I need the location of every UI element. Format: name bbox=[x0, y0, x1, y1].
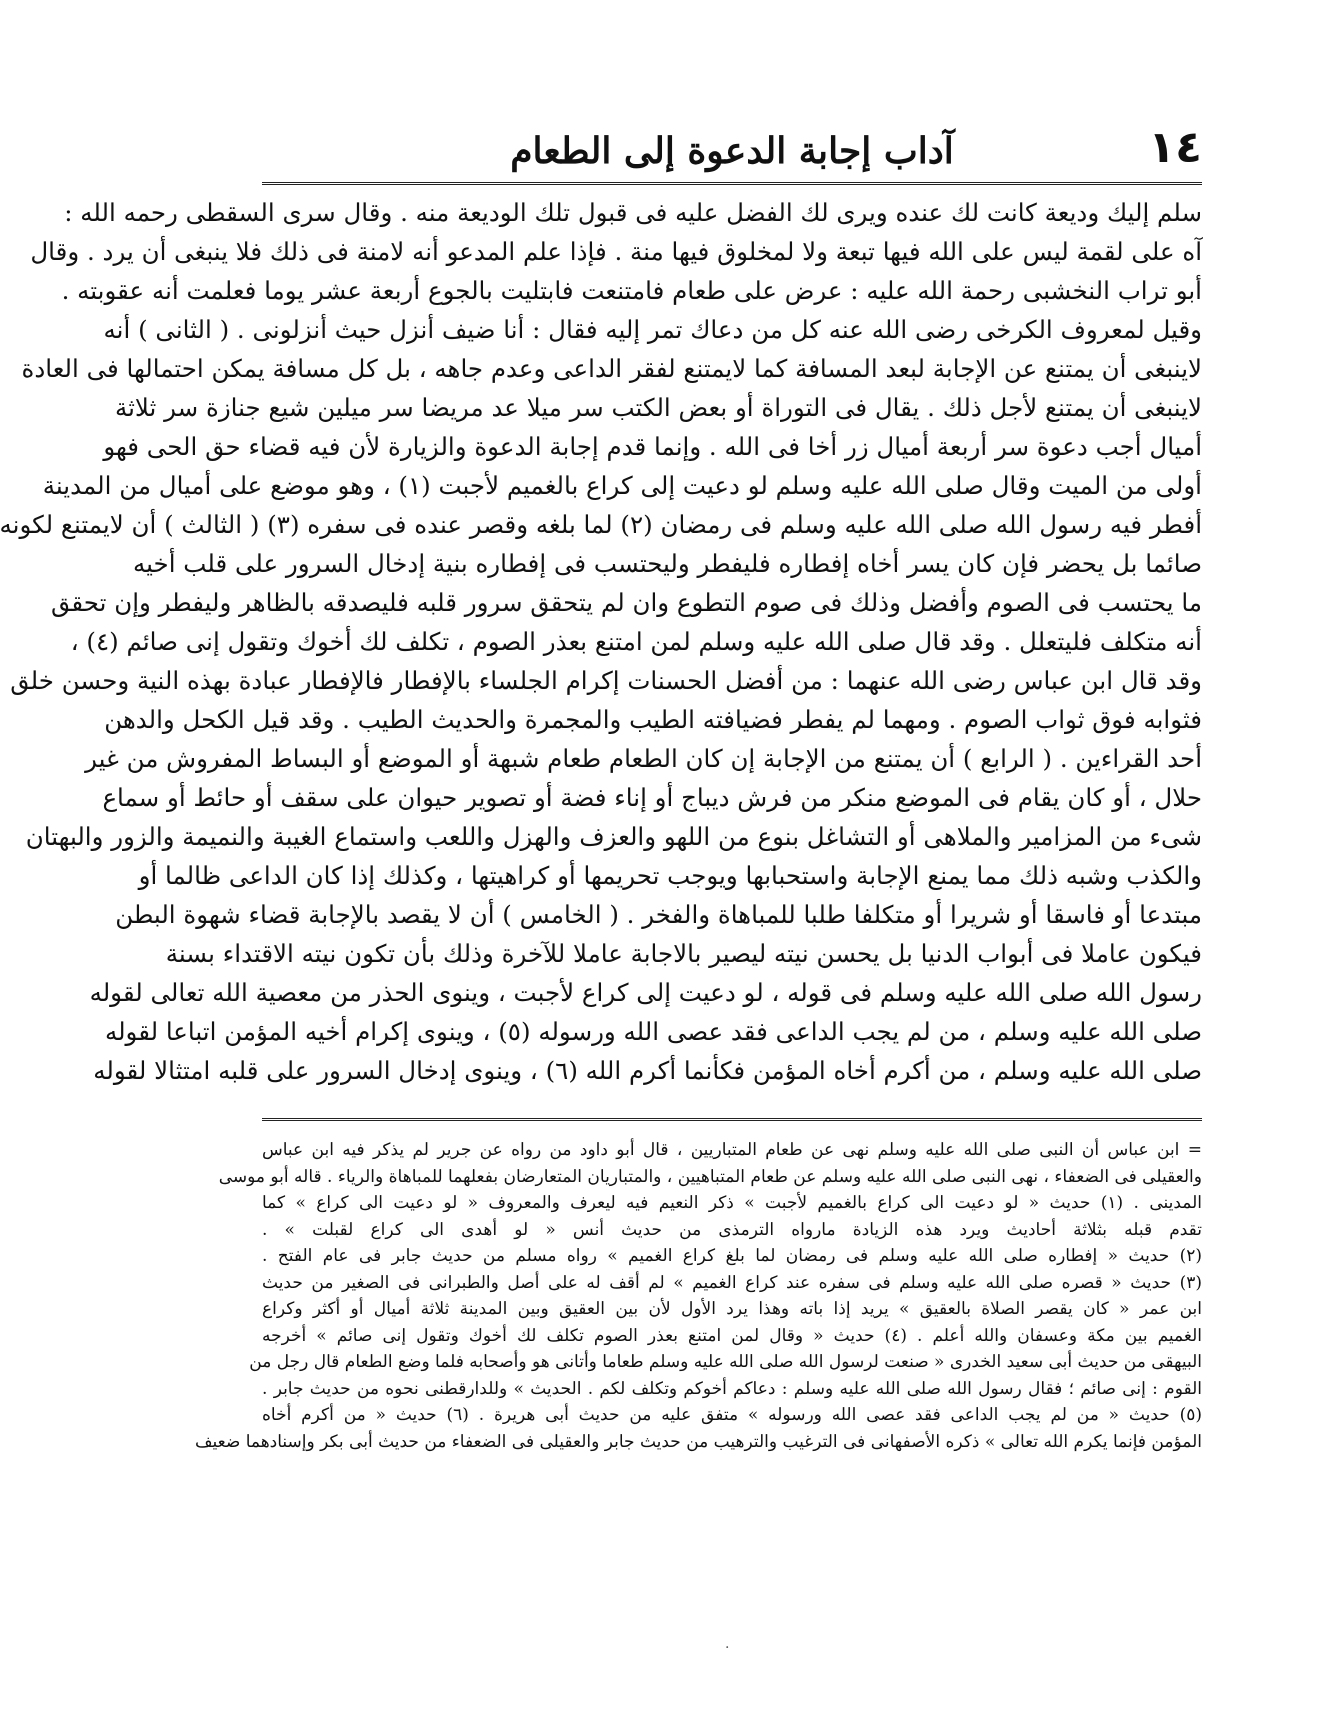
body-line: شىء من المزامير والملاهى أو التشاغل بنوع من اللهو والعزف والهزل واللعب واستماع الغيبة والنميمة والزور والبهتان bbox=[25, 822, 1202, 851]
body-line: صائما بل يحضر فإن كان يسر أخاه إفطاره فليفطر وليحتسب فى إفطاره بنية إدخال السرور على قلب أخيه bbox=[133, 549, 1202, 578]
page-number: ١٤ bbox=[1148, 122, 1202, 173]
body-line: أميال أجب دعوة سر أربعة أميال زر أخا فى الله . وإنما قدم إجابة الدعوة والزيارة لأن فيه قضاء حق الحى فهو bbox=[103, 432, 1202, 461]
body-line: آه على لقمة ليس على الله فيها تبعة ولا لمخلوق فيها منة . فإذا علم المدعو أنه لامنة فى ذلك فلا ينبغى أن يرد . وقال bbox=[30, 237, 1202, 266]
footnote-line: البيهقى من حديث أبى سعيد الخدرى « صنعت لرسول الله صلى الله عليه وسلم طعاما وأتانى هو وأصحابه فلما وضع الطعام قال رجل من bbox=[249, 1352, 1202, 1372]
body-line: صلى الله عليه وسلم ، من لم يجب الداعى فقد عصى الله ورسوله (٥) ، وينوى إكرام أخيه المؤمن اتباعا لقوله bbox=[104, 1017, 1202, 1046]
body-line: مبتدعا أو فاسقا أو شريرا أو متكلفا طلبا للمباهاة والفخر . ( الخامس ) أن لا يقصد بالإجابة قضاء شهوة البطن bbox=[115, 900, 1202, 929]
footnote-separator bbox=[262, 1118, 1202, 1125]
body-line: فثوابه فوق ثواب الصوم . ومهما لم يفطر فضيافته الطيب والمجمرة والحديث الطيب . وقد قيل الكحل والدهن bbox=[104, 705, 1202, 734]
body-line: صلى الله عليه وسلم ، من أكرم أخاه المؤمن فكأنما أكرم الله (٦) ، وينوى إدخال السرور على قلبه امتثالا لقوله bbox=[93, 1056, 1202, 1085]
footnote-line: والعقيلى فى الضعفاء ، نهى النبى صلى الله عليه وسلم عن طعام المتباهيين ، والمتباريان المتعارضان بفعلهما للمباهاة والرياء . قاله أبو موسى bbox=[218, 1166, 1202, 1187]
running-title: آداب إجابة الدعوة إلى الطعام bbox=[510, 130, 954, 172]
main-text bbox=[0, 193, 1202, 1090]
body-line: والكذب وشبه ذلك مما يمنع الإجابة واستحبابها ويوجب تحريمها أو كراهيتها ، وكذلك إذا كان الداعى ظالما أو bbox=[138, 861, 1202, 890]
footnote-line: الغميم بين مكة وعسفان والله أعلم . (٤) حديث « وقال لمن امتنع بعذر الصوم تكلف لك أخوك وتقول إنى صائم » أخرجه bbox=[262, 1325, 1202, 1346]
body-line: وقيل لمعروف الكرخى رضى الله عنه كل من دعاك تمر إليه فقال : أنا ضيف أنزل حيث أنزلونى . ( الثانى ) أنه bbox=[103, 315, 1202, 344]
footnote-line: تقدم قبله بثلاثة أحاديث ويرد هذه الزيادة مارواه الترمذى من حديث أنس « لو أهدى الى كراع لقبلت » . bbox=[262, 1219, 1202, 1240]
body-line: لاينبغى أن يمتنع عن الإجابة لبعد المسافة كما لايمتنع لفقر الداعى وعدم جاهه ، بل كل مسافة يمكن احتمالها فى العادة bbox=[21, 354, 1202, 383]
body-line: أحد القراءين . ( الرابع ) أن يمتنع من الإجابة إن كان الطعام طعام شبهة أو الموضع أو البساط المفروش من غير bbox=[85, 744, 1202, 773]
bottom-mark: · bbox=[725, 1640, 730, 1656]
footnote-line: ابن عمر « كان يقصر الصلاة بالعقيق » يريد إذا باته وهذا يرد الأول لأن بين العقيق وبين المدينة ثلاثة أميال أو أكثر وكراع bbox=[262, 1299, 1202, 1319]
footnote-line: القوم : إنى صائم ؛ فقال رسول الله صلى الله عليه وسلم : دعاكم أخوكم وتكلف لكم . الحديث » وللدارقطنى نحوه من حديث جابر . bbox=[262, 1378, 1202, 1399]
body-line: أولى من الميت وقال صلى الله عليه وسلم لو دعيت إلى كراع بالغميم لأجبت (١) ، وهو موضع على أميال من المدينة bbox=[42, 471, 1202, 500]
body-line: وقد قال ابن عباس رضى الله عنهما : من أفضل الحسنات إكرام الجلساء بالإفطار فالإفطار عبادة بهذه النية وحسن خلق bbox=[10, 666, 1202, 695]
body-line: لاينبغى أن يمتنع لأجل ذلك . يقال فى التوراة أو بعض الكتب سر ميلا عد مريضا سر ميلين شيع جنازة سر ثلاثة bbox=[114, 393, 1202, 422]
footnote-line: المؤمن فإنما يكرم الله تعالى » ذكره الأصفهانى فى الترغيب والترهيب من حديث جابر والعقيلى فى الضعفاء من حديث أبى بكر وإسنادهما ضعيف bbox=[194, 1431, 1202, 1452]
body-line: سلم إليك وديعة كانت لك عنده ويرى لك الفضل عليه فى قبول تلك الوديعة منه . وقال سرى السقطى رحمه الله : bbox=[64, 198, 1202, 227]
body-line: أفطر فيه رسول الله صلى الله عليه وسلم فى رمضان (٢) لما بلغه وقصر عنده فى سفره (٣) ( الثالث ) أن لايمتنع لكونه bbox=[0, 510, 1202, 539]
body-line: أبو تراب النخشبى رحمة الله عليه : عرض على طعام فامتنعت فابتليت بالجوع أربعة عشر يوما فعلمت أنه عقوبته . bbox=[61, 276, 1202, 305]
body-line: أنه متكلف فليتعلل . وقد قال صلى الله عليه وسلم لمن امتنع بعذر الصوم ، تكلف لك أخوك وتقول إنى صائم (٤) ، bbox=[70, 627, 1202, 656]
body-line: ما يحتسب فى الصوم وأفضل وذلك فى صوم التطوع وان لم يتحقق سرور قلبه فليصدقه بالظاهر وليفطر وإن تحقق bbox=[50, 588, 1202, 617]
footnote-line: (٥) حديث « من لم يجب الداعى فقد عصى الله ورسوله » متفق عليه من حديث أبى هريرة . (٦) حديث « من أكرم أخاه bbox=[262, 1405, 1202, 1425]
body-line: حلال ، أو كان يقام فى الموضع منكر من فرش ديباج أو إناء فضة أو تصوير حيوان على سقف أو حائط أو سماع bbox=[102, 783, 1202, 812]
footnote-line: (٣) حديث « قصره صلى الله عليه وسلم فى سفره عند كراع الغميم » لم أقف له على أصل والطبرانى فى الصغير من حديث bbox=[262, 1272, 1202, 1293]
body-line: رسول الله صلى الله عليه وسلم فى قوله ، لو دعيت إلى كراع لأجبت ، وينوى الحذر من معصية الله تعالى لقوله bbox=[89, 978, 1202, 1007]
footnote-line: = ابن عباس أن النبى صلى الله عليه وسلم نهى عن طعام المتباريين ، قال أبو داود من رواه عن جرير لم يذكر فيه ابن عباس bbox=[262, 1140, 1202, 1160]
body-line: فيكون عاملا فى أبواب الدنيا بل يحسن نيته ليصير بالاجابة عاملا للآخرة وذلك بأن تكون نيته الاقتداء بسنة bbox=[165, 939, 1202, 968]
page-header bbox=[262, 120, 1202, 185]
footnotes bbox=[194, 1137, 1202, 1455]
footnote-line: المدينى . (١) حديث « لو دعيت الى كراع بالغميم لأجبت » ذكر النعيم فيه ليعرف والمعروف « لو دعيت الى كراع » كما bbox=[262, 1193, 1202, 1213]
footnote-line: (٢) حديث « إفطاره صلى الله عليه وسلم فى رمضان لما بلغ كراع الغميم » رواه مسلم من حديث جابر فى عام الفتح . bbox=[262, 1246, 1202, 1266]
